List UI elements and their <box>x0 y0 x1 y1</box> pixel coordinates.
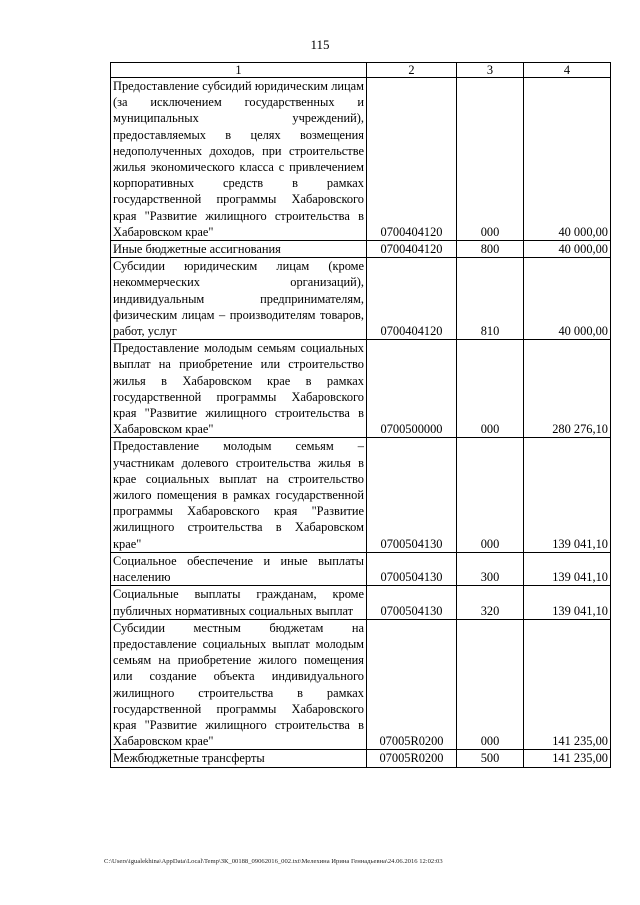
row-amount: 141 235,00 <box>524 750 611 767</box>
row-target-code: 0700404120 <box>367 78 457 241</box>
row-target-code: 07005R0200 <box>367 619 457 750</box>
row-amount: 40 000,00 <box>524 258 611 340</box>
row-target-code: 0700500000 <box>367 340 457 438</box>
table-header-row <box>111 63 611 78</box>
row-amount: 139 041,10 <box>524 552 611 585</box>
row-expense-type: 300 <box>457 552 524 585</box>
row-target-code: 0700504130 <box>367 586 457 619</box>
row-target-code: 07005R0200 <box>367 750 457 767</box>
row-amount: 139 041,10 <box>524 438 611 552</box>
row-name: Социальное обеспечение и иные выплаты населению <box>111 552 367 585</box>
row-target-code: 0700504130 <box>367 438 457 552</box>
row-expense-type: 800 <box>457 241 524 258</box>
row-expense-type: 000 <box>457 619 524 750</box>
row-name: Субсидии местным бюджетам на предоставление социальных выплат молодым семьям на приобретение жилого помещения или создание объекта индивидуального жилищного строительства в рамках государственной программы Хабаровского края "Развитие жилищного строительства в Хабаровском крае" <box>111 619 367 750</box>
header-col-1: 1 <box>111 63 367 78</box>
row-amount: 141 235,00 <box>524 619 611 750</box>
row-name: Иные бюджетные ассигнования <box>111 241 367 258</box>
table-row <box>111 258 611 340</box>
header-col-3: 3 <box>457 63 524 78</box>
row-amount: 40 000,00 <box>524 78 611 241</box>
row-target-code: 0700404120 <box>367 258 457 340</box>
row-amount: 280 276,10 <box>524 340 611 438</box>
table-row <box>111 619 611 750</box>
footer-file-path: C:\Users\igualekhina\AppData\Local\Temp\ЗК_00188_09062016_002.txt\Мелехина Ирина Геннадьевна\24.06.2016 12:02:03 <box>104 858 443 865</box>
row-expense-type: 500 <box>457 750 524 767</box>
table-row <box>111 340 611 438</box>
row-name: Межбюджетные трансферты <box>111 750 367 767</box>
table-row <box>111 552 611 585</box>
row-expense-type: 000 <box>457 340 524 438</box>
row-expense-type: 810 <box>457 258 524 340</box>
row-amount: 40 000,00 <box>524 241 611 258</box>
table-row <box>111 78 611 241</box>
table-row <box>111 750 611 767</box>
table-row <box>111 241 611 258</box>
row-target-code: 0700504130 <box>367 552 457 585</box>
page-number: 115 <box>310 37 330 52</box>
row-name: Предоставление молодым семьям социальных выплат на приобретение или строительство жилья в Хабаровском крае в рамках государственной программы Хабаровского края "Развитие жилищного строительства в Хабаровском крае" <box>111 340 367 438</box>
header-col-4: 4 <box>524 63 611 78</box>
row-name: Предоставление молодым семьям – участникам долевого строительства жилья в крае социальных выплат на строительство жилого помещения в рамках государственной программы Хабаровского края "Развитие жилищного строительства в Хабаровском крае" <box>111 438 367 552</box>
table-row <box>111 438 611 552</box>
row-amount: 139 041,10 <box>524 586 611 619</box>
budget-table <box>110 62 611 768</box>
row-name: Предоставление субсидий юридическим лицам (за исключением государственных и муниципальных учреждений), предоставляемых в целях возмещения недополученных доходов, при строительстве жилья экономического класса с привлечением корпоративных средств в рамках государственной программы Хабаровского края "Развитие жилищного строительства в Хабаровском крае" <box>111 78 367 241</box>
row-expense-type: 000 <box>457 438 524 552</box>
header-col-2: 2 <box>367 63 457 78</box>
row-expense-type: 000 <box>457 78 524 241</box>
row-name: Социальные выплаты гражданам, кроме публичных нормативных социальных выплат <box>111 586 367 619</box>
row-name: Субсидии юридическим лицам (кроме некоммерческих организаций), индивидуальным предпринимателям, физическим лицам – производителям товаров, работ, услуг <box>111 258 367 340</box>
row-expense-type: 320 <box>457 586 524 619</box>
table-row <box>111 586 611 619</box>
row-target-code: 0700404120 <box>367 241 457 258</box>
